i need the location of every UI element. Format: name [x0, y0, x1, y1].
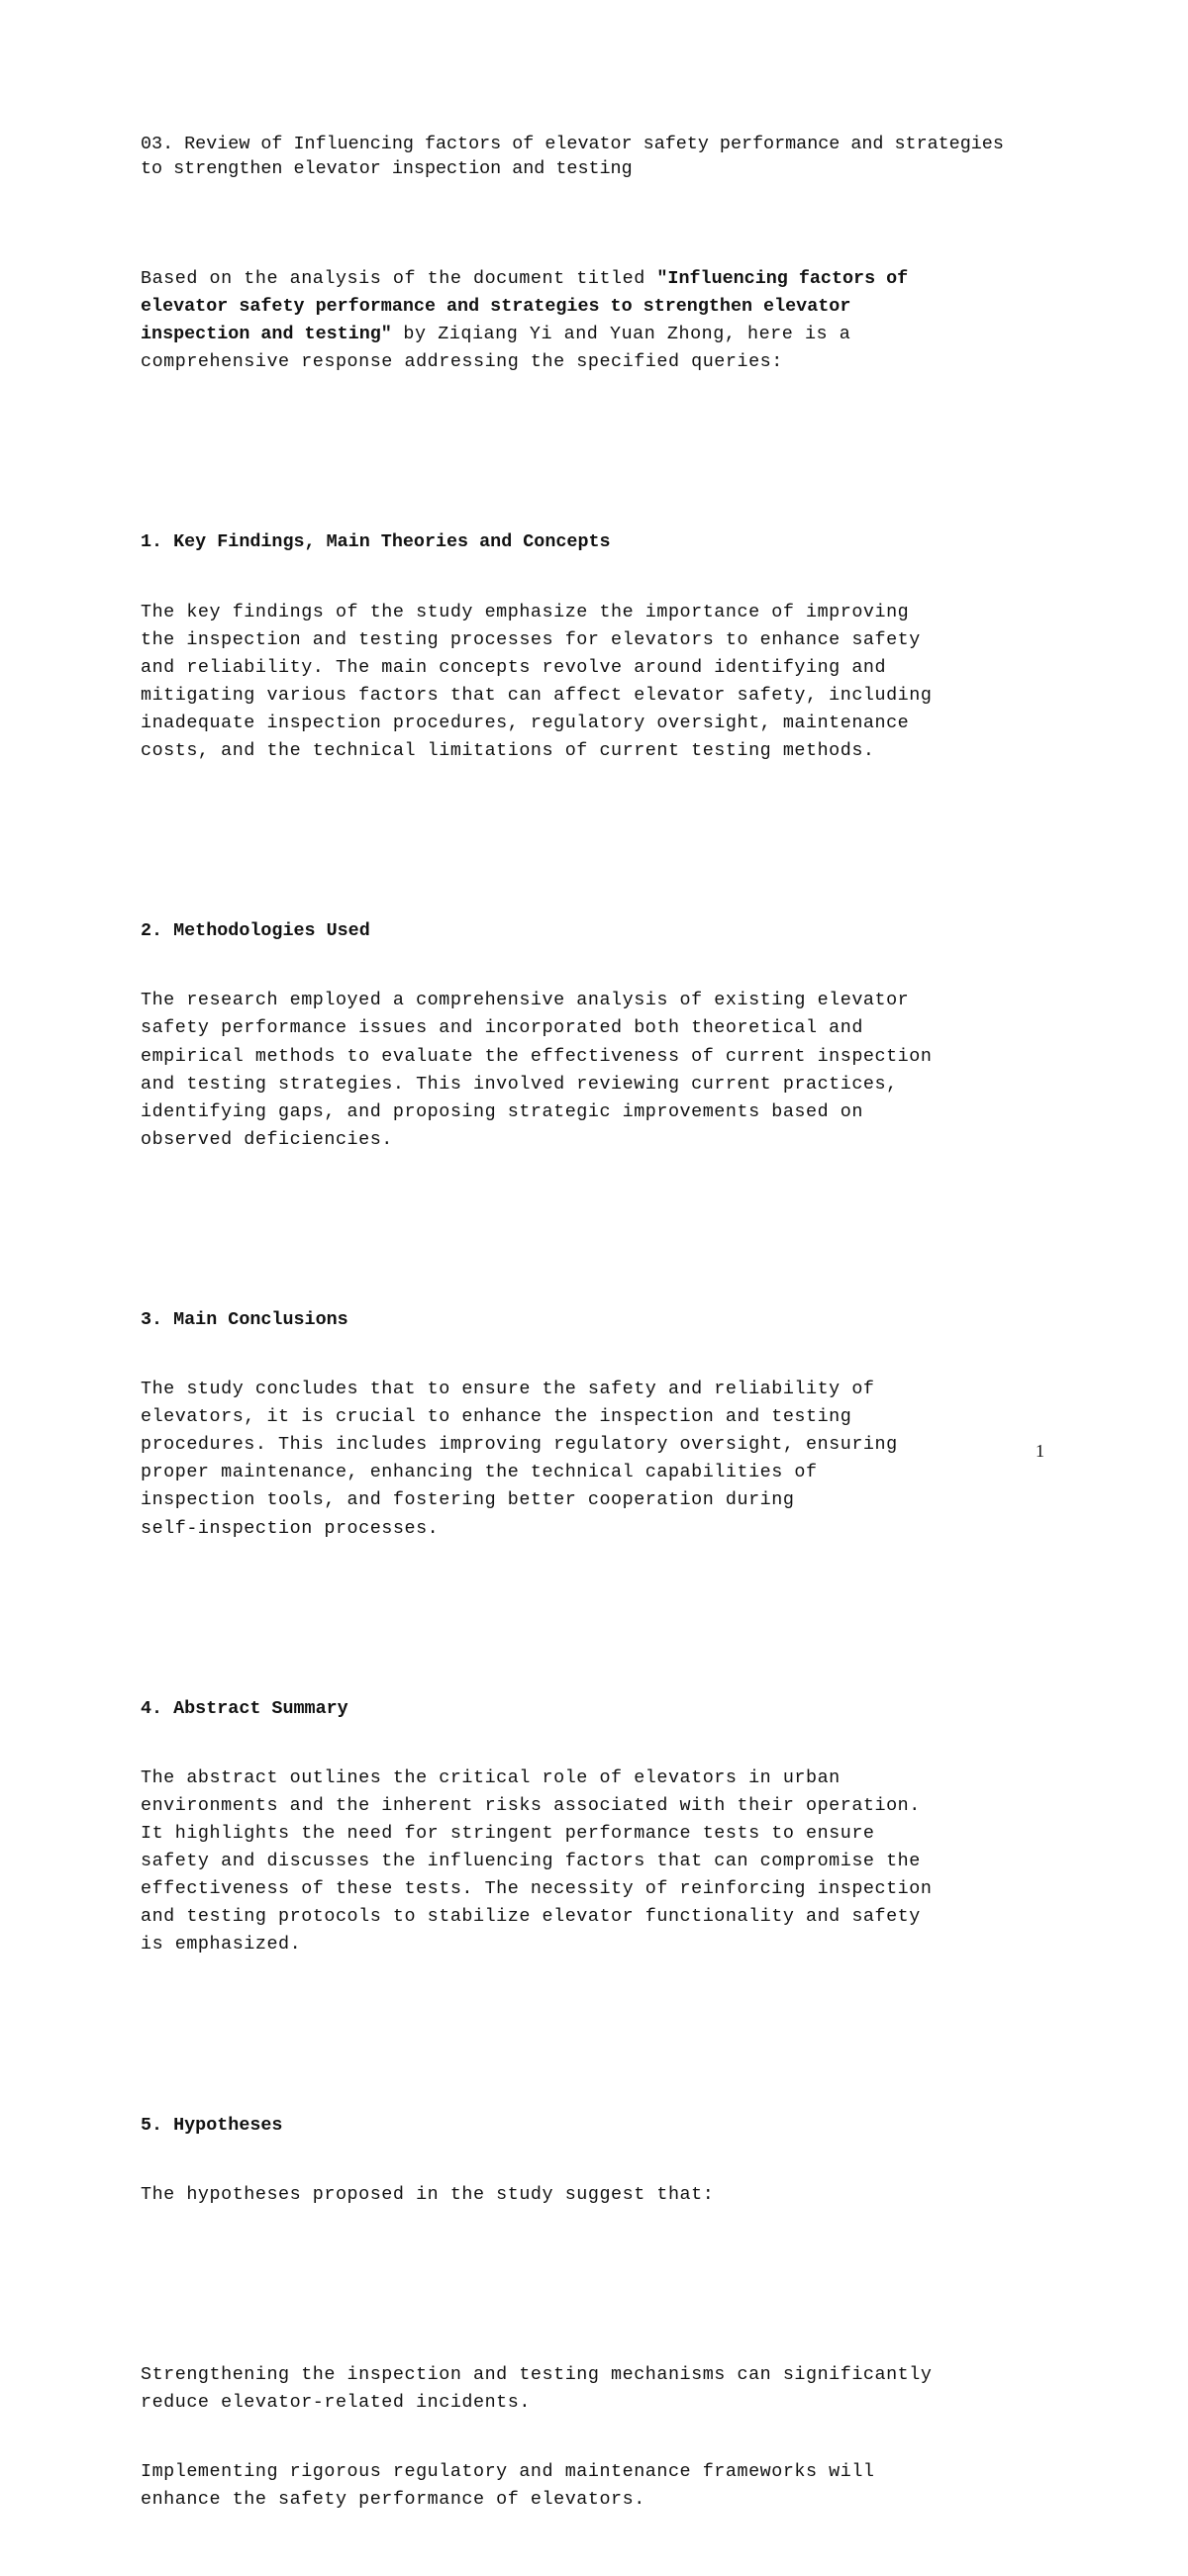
intro-suffix: by Ziqiang Yi and Yuan Zhong, here is a comprehensive response addressing the specified queries:	[141, 324, 851, 373]
intro-prefix: Based on the analysis of the document titled	[141, 268, 657, 289]
hypothesis-item: Strengthening the inspection and testing mechanisms can significantly reduce elevator-related incidents.	[141, 2363, 933, 2413]
page-number: 1	[1036, 1441, 1044, 1461]
document-title: 03. Review of Influencing factors of elevator safety performance and strategies to strengthen elevator inspection and testing	[141, 134, 1004, 179]
hypothesis-item: Implementing rigorous regulatory and maintenance frameworks will enhance the safety performance of elevators.	[141, 2461, 875, 2511]
document-content	[141, 69, 1061, 2576]
section-heading-key-findings: 1. Key Findings, Main Theories and Concepts	[141, 531, 611, 553]
section-body-hypotheses: The hypotheses proposed in the study suggest that:	[141, 2183, 715, 2205]
intro-bold-title: "Influencing factors of elevator safety performance and strategies to strengthen elevator inspection and testing"	[141, 268, 909, 345]
section-heading-methodologies: 2. Methodologies Used	[141, 920, 370, 942]
section-heading-hypotheses: 5. Hypotheses	[141, 2114, 283, 2136]
intro-paragraph	[141, 265, 1061, 376]
section-body-abstract: The abstract outlines the critical role of elevators in urban environments and the inherent risks associated with their operation. It highlights the need for stringent performance tests to ensure safety and discusses the influencing factors that can compromise the effectiveness of these tests. The necessity of reinforcing inspection and testing protocols to stabilize elevator functionality and safety is emphasized.	[141, 1766, 933, 1956]
section-body-methodologies: The research employed a comprehensive analysis of existing elevator safety performance issues and incorporated both theoretical and empirical methods to evaluate the effectiveness of current inspection and testing strategies. This involved reviewing current practices, identifying gaps, and proposing strategic improvements based on observed deficiencies.	[141, 990, 933, 1150]
section-heading-abstract: 4. Abstract Summary	[141, 1697, 348, 1719]
section-heading-conclusions: 3. Main Conclusions	[141, 1308, 348, 1330]
section-body-key-findings: The key findings of the study emphasize the importance of improving the inspection and testing processes for elevators to enhance safety and reliability. The main concepts revolve around identifying and mitigating various factors that can affect elevator safety, including inadequate inspection procedures, regulatory oversight, maintenance costs, and the technical limitations of current testing methods.	[141, 601, 933, 762]
section-body-conclusions: The study concludes that to ensure the safety and reliability of elevators, it is crucial to enhance the inspection and testing procedures. This includes improving regulatory oversight, ensuring proper maintenance, enhancing the technical capabilities of inspection tools, and fostering better cooperation during self-inspection processes.	[141, 1379, 898, 1539]
